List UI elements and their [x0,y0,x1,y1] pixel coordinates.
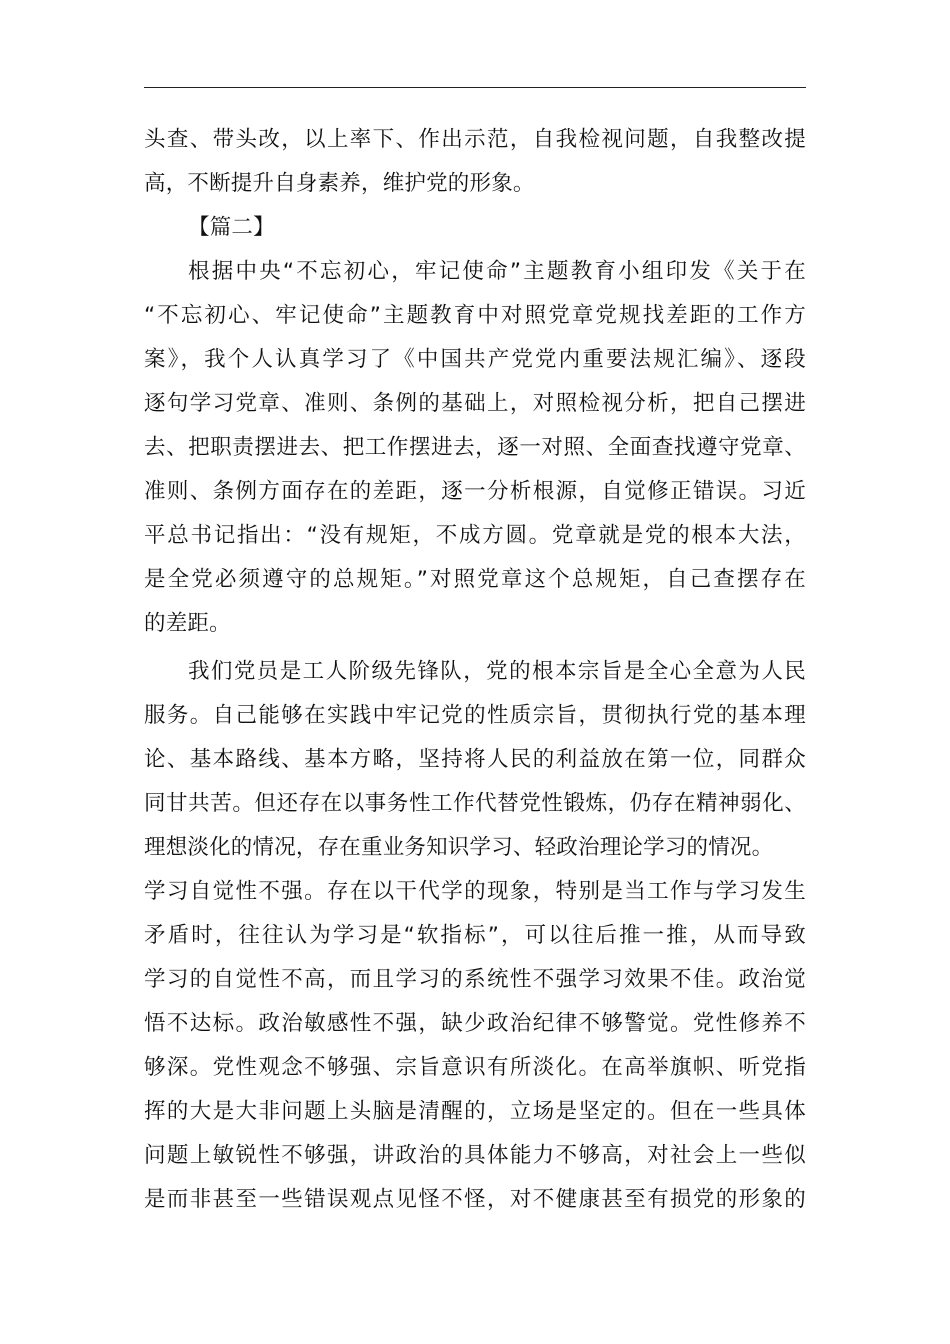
body-line: 同甘共苦。但还存在以事务性工作代替党性锻炼，仍存在精神弱化、 [144,791,806,816]
body-line: 挥的大是大非问题上头脑是清醒的，立场是坚定的。但在一些具体 [144,1099,806,1124]
body-line: 头查、带头改，以上率下、作出示范，自我检视问题，自我整改提 [144,127,806,152]
body-line: 准则、条例方面存在的差距，逐一分析根源，自觉修正错误。习近 [144,479,806,504]
body-line: 学习自觉性不强。存在以干代学的现象，特别是当工作与学习发生 [144,879,806,904]
body-line: 悟不达标。政治敏感性不强，缺少政治纪律不够警觉。党性修养不 [144,1011,806,1036]
paragraph-first-line: 根据中央“不忘初心，牢记使命”主题教育小组印发《关于在 [188,259,806,284]
body-line: 高，不断提升自身素养，维护党的形象。 [144,171,535,196]
body-line: “不忘初心、牢记使命”主题教育中对照党章党规找差距的工作方 [144,303,806,328]
paragraph-first-line: 我们党员是工人阶级先锋队，党的根本宗旨是全心全意为人民 [188,659,806,684]
body-line: 的差距。 [144,611,231,636]
body-line: 平总书记指出：“没有规矩，不成方圆。党章就是党的根本大法， [144,523,806,548]
body-line: 去、把职责摆进去、把工作摆进去，逐一对照、全面查找遵守党章、 [144,435,806,460]
header-rule [144,87,806,88]
body-line: 够深。党性观念不够强、宗旨意识有所淡化。在高举旗帜、听党指 [144,1055,806,1080]
body-line: 矛盾时，往往认为学习是“软指标”，可以往后推一推，从而导致 [144,923,806,948]
body-line: 服务。自己能够在实践中牢记党的性质宗旨，贯彻执行党的基本理 [144,703,806,728]
section-heading: 【篇二】 [188,215,275,240]
body-line: 理想淡化的情况，存在重业务知识学习、轻政治理论学习的情况。 [144,835,774,860]
body-line: 是全党必须遵守的总规矩。”对照党章这个总规矩，自己查摆存在 [144,567,806,592]
body-line: 逐句学习党章、准则、条例的基础上，对照检视分析，把自己摆进 [144,391,806,416]
body-line: 问题上敏锐性不够强，讲政治的具体能力不够高，对社会上一些似 [144,1143,806,1168]
body-line: 案》，我个人认真学习了《中国共产党党内重要法规汇编》、逐段 [144,347,806,372]
body-line: 论、基本路线、基本方略，坚持将人民的利益放在第一位，同群众 [144,747,806,772]
body-line: 学习的自觉性不高，而且学习的系统性不强学习效果不佳。政治觉 [144,967,806,992]
body-line: 是而非甚至一些错误观点见怪不怪，对不健康甚至有损党的形象的 [144,1187,806,1212]
